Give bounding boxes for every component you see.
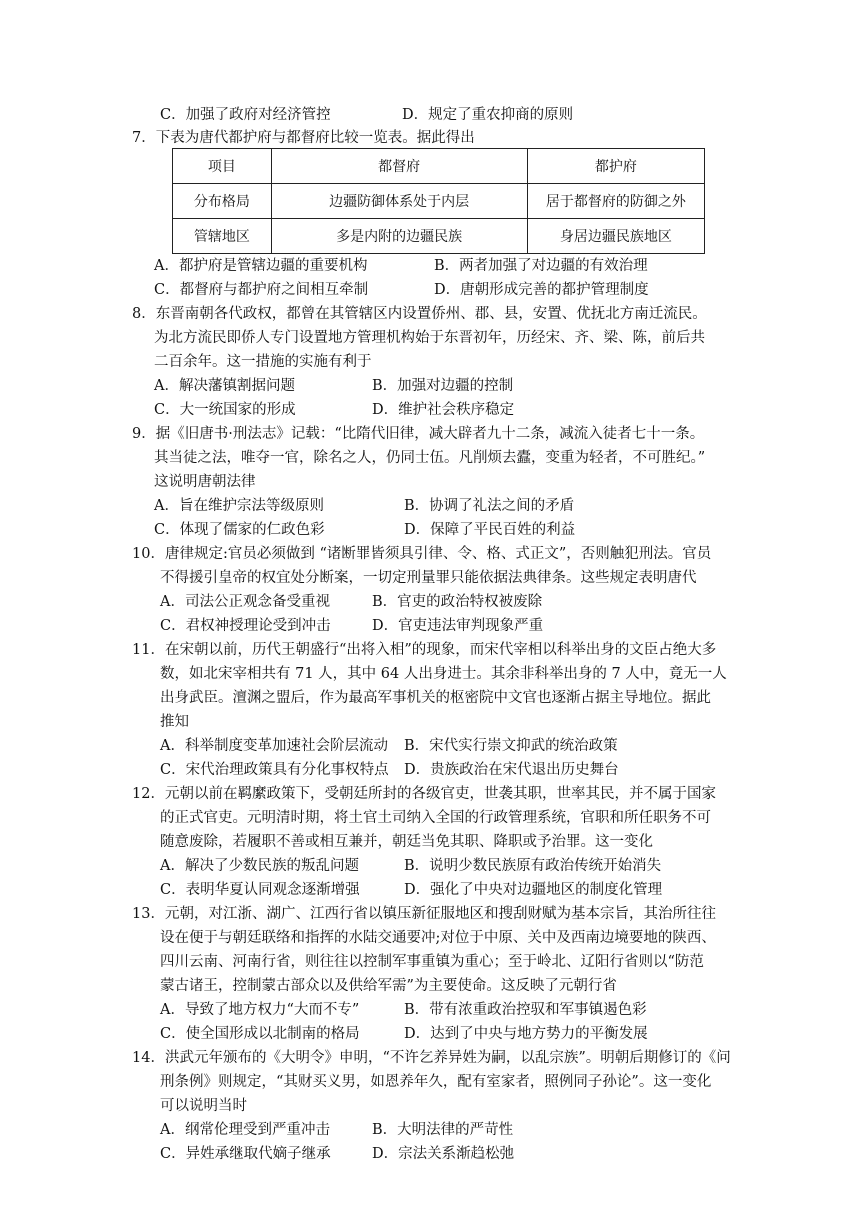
table-header-cell: 都督府	[271, 149, 527, 184]
q13-option-b: B．带有浓重政治控驭和军事镇遏色彩	[404, 1002, 647, 1018]
q7-option-c: C．都督府与都护府之间相互牵制	[154, 282, 369, 298]
q9-option-b: B．协调了礼法之间的矛盾	[404, 498, 575, 514]
prev-option-d: D．规定了重农抑商的原则	[402, 107, 574, 123]
q11-stem-line: 推知	[160, 714, 189, 730]
q10-option-d: D．官吏违法审判现象严重	[372, 618, 544, 634]
q8-stem-line: 为北方流民即侨人专门设置地方管理机构始于东晋初年，历经宋、齐、梁、陈，前后共	[154, 330, 705, 346]
q14-option-b: B．大明法律的严苛性	[372, 1122, 514, 1138]
table-row	[173, 184, 705, 219]
table-header-cell: 项目	[173, 149, 272, 184]
q8-option-d: D．维护社会秩序稳定	[372, 402, 515, 418]
table-cell: 身居边疆民族地区	[527, 219, 704, 254]
q9-stem-line: 其当徒之法，唯夺一官，除名之人，仍同士伍。凡削烦去蠹，变重为轻者，不可胜纪。”	[154, 450, 706, 466]
q8-stem-line: 8．东晋南朝各代政权，都曾在其管辖区内设置侨州、郡、县，安置、优抚北方南迁流民。	[132, 306, 707, 322]
q12-option-d: D．强化了中央对边疆地区的制度化管理	[404, 882, 663, 898]
q11-option-a: A．科举制度变革加速社会阶层流动	[160, 738, 388, 754]
q8-option-a: A．解决藩镇割据问题	[154, 378, 295, 394]
table-header-cell: 都护府	[527, 149, 704, 184]
q14-option-c: C．异姓承继取代嫡子继承	[160, 1146, 331, 1162]
q11-stem-line: 出身武臣。澶渊之盟后，作为最高军事机关的枢密院中文官也逐渐占据主导地位。据此	[160, 690, 711, 706]
table-cell: 边疆防御体系处于内层	[271, 184, 527, 219]
table-row	[173, 219, 705, 254]
q9-stem-line: 9．据《旧唐书·刑法志》记载：“比隋代旧律，减大辟者九十二条，减流入徒者七十一条。	[132, 426, 705, 442]
q10-option-c: C．君权神授理论受到冲击	[160, 618, 331, 634]
q14-stem-line: 刑条例》则规定，“其财买义男，如恩养年久，配有室家者，照例同子孙论”。这一变化	[160, 1074, 712, 1090]
q13-stem-line: 设在便于与朝廷联络和指挥的水陆交通要冲;对位于中原、关中及西南边境要地的陕西、	[160, 930, 716, 946]
q14-option-d: D．宗法关系渐趋松弛	[372, 1146, 515, 1162]
q10-option-a: A．司法公正观念备受重视	[160, 594, 330, 610]
table-cell: 分布格局	[173, 184, 272, 219]
q11-stem-line: 11．在宋朝以前，历代王朝盛行“出将入相”的现象，而宋代宰相以科举出身的文臣占绝大多	[132, 642, 717, 658]
q8-option-c: C．大一统国家的形成	[154, 402, 296, 418]
table-cell: 管辖地区	[173, 219, 272, 254]
q9-option-a: A．旨在维护宗法等级原则	[154, 498, 324, 514]
q8-stem-line: 二百余年。这一措施的实施有利于	[154, 354, 372, 370]
q12-stem-line: 随意废除，若履职不善或相互兼并，朝廷当免其职、降职或予治罪。这一变化	[160, 834, 653, 850]
table-cell: 多是内附的边疆民族	[271, 219, 527, 254]
q9-option-c: C．体现了儒家的仁政色彩	[154, 522, 325, 538]
q13-option-d: D．达到了中央与地方势力的平衡发展	[404, 1026, 648, 1042]
q11-option-d: D．贵族政治在宋代退出历史舞台	[404, 762, 619, 778]
q12-stem-line: 的正式官吏。元明清时期，将土官土司纳入全国的行政管理系统，官职和所任职务不可	[160, 810, 711, 826]
q11-stem-line: 数，如北宋宰相共有 71 人，其中 64 人出身进士。其余非科举出身的 7 人中，竟无一人	[160, 666, 727, 682]
q14-stem-line: 14．洪武元年颁布的《大明令》申明，“不许乞养异姓为嗣，以乱宗族”。明朝后期修订的《问	[132, 1050, 731, 1066]
q8-option-b: B．加强对边疆的控制	[372, 378, 514, 394]
q12-stem-line: 12．元朝以前在羁縻政策下，受朝廷所封的各级官吏，世袭其职，世率其民，并不属于国家	[132, 786, 716, 802]
q12-option-a: A．解决了少数民族的叛乱问题	[160, 858, 359, 874]
prev-option-c: C．加强了政府对经济管控	[160, 107, 331, 123]
q11-option-c: C．宋代治理政策具有分化事权特点	[160, 762, 389, 778]
q7-stem-line: 7．下表为唐代都护府与都督府比较一览表。据此得出	[132, 130, 475, 146]
q7-option-b: B．两者加强了对边疆的有效治理	[434, 258, 648, 274]
q13-stem-line: 蒙古诸王，控制蒙古部众以及供给军需”为主要使命。这反映了元朝行省	[160, 978, 617, 994]
q13-option-a: A．导致了地方权力“大而不专”	[160, 1002, 360, 1018]
q10-stem-line: 不得援引皇帝的权宜处分断案，一切定刑量罪只能依据法典律条。这些规定表明唐代	[160, 570, 697, 586]
q13-stem-line: 13．元朝，对江浙、湖广、江西行省以镇压新征服地区和搜刮财赋为基本宗旨，其治所往往	[132, 906, 716, 922]
q7-option-a: A．都护府是管辖边疆的重要机构	[154, 258, 368, 274]
q13-option-c: C．使全国形成以北制南的格局	[160, 1026, 360, 1042]
q9-stem-line: 这说明唐朝法律	[154, 474, 256, 490]
q14-stem-line: 可以说明当时	[160, 1098, 247, 1114]
q9-option-d: D．保障了平民百姓的利益	[404, 522, 576, 538]
q14-option-a: A．纲常伦理受到严重冲击	[160, 1122, 330, 1138]
q13-stem-line: 四川云南、河南行省，则往往以控制军事重镇为重心；至于岭北、辽阳行省则以“防范	[160, 954, 704, 970]
q12-option-b: B．说明少数民族原有政治传统开始消失	[404, 858, 662, 874]
comparison-table	[172, 148, 705, 254]
q10-option-b: B．官吏的政治特权被废除	[372, 594, 543, 610]
table-cell: 居于都督府的防御之外	[527, 184, 704, 219]
q7-option-d: D．唐朝形成完善的都护管理制度	[434, 282, 649, 298]
q10-stem-line: 10．唐律规定:官员必须做到 “诸断罪皆须具引律、令、格、式正文”，否则触犯刑法。官员	[132, 546, 712, 562]
table-header-row	[173, 149, 705, 184]
q12-option-c: C．表明华夏认同观念逐渐增强	[160, 882, 360, 898]
q11-option-b: B．宋代实行崇文抑武的统治政策	[404, 738, 618, 754]
